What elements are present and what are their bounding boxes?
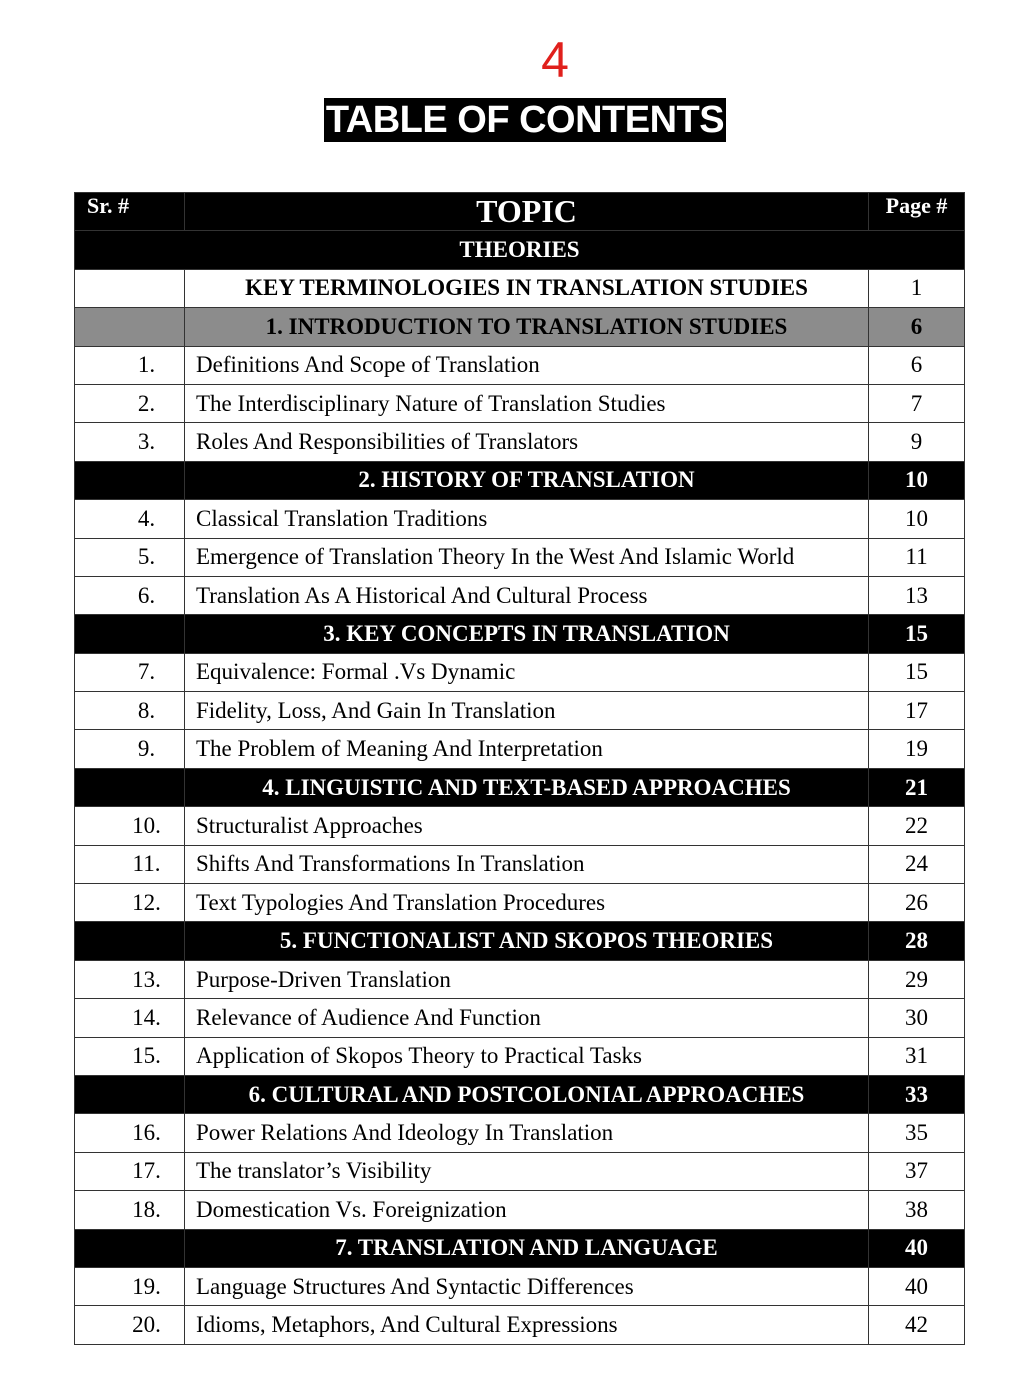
section-row: [75, 615, 965, 653]
row-topic: Emergence of Translation Theory In the West And Islamic World: [185, 538, 869, 576]
page-title: TABLE OF CONTENTS: [325, 99, 725, 141]
row-topic: Idioms, Metaphors, And Cultural Expressions: [185, 1306, 869, 1344]
toc-row: [75, 500, 965, 538]
row-page: 35: [869, 1114, 965, 1152]
section-page: 28: [869, 922, 965, 960]
row-page: 40: [869, 1267, 965, 1305]
row-sr: 3.: [75, 423, 185, 461]
row-sr: 1.: [75, 346, 185, 384]
row-sr: 10.: [75, 807, 185, 845]
section-row: [75, 768, 965, 806]
section-sr: [75, 461, 185, 499]
row-topic: Language Structures And Syntactic Differences: [185, 1267, 869, 1305]
row-sr: 11.: [75, 845, 185, 883]
section-title: 6. CULTURAL AND POSTCOLONIAL APPROACHES: [185, 1075, 869, 1113]
row-topic: Translation As A Historical And Cultural Process: [185, 576, 869, 614]
header-topic: TOPIC: [185, 193, 869, 231]
row-sr: 19.: [75, 1267, 185, 1305]
section-sr: [75, 768, 185, 806]
row-topic: Definitions And Scope of Translation: [185, 346, 869, 384]
section-title: 4. LINGUISTIC AND TEXT-BASED APPROACHES: [185, 768, 869, 806]
row-sr: 18.: [75, 1191, 185, 1229]
toc-row: [75, 960, 965, 998]
section-title: 2. HISTORY OF TRANSLATION: [185, 461, 869, 499]
section-title: 5. FUNCTIONALIST AND SKOPOS THEORIES: [185, 922, 869, 960]
section-row: [75, 308, 965, 346]
row-sr: 2.: [75, 384, 185, 422]
theories-row: [75, 231, 965, 269]
row-sr: 14.: [75, 999, 185, 1037]
row-page: 7: [869, 384, 965, 422]
row-sr: 7.: [75, 653, 185, 691]
section-sr: [75, 308, 185, 346]
section-page: 15: [869, 615, 965, 653]
row-page: 24: [869, 845, 965, 883]
section-title: 7. TRANSLATION AND LANGUAGE: [185, 1229, 869, 1267]
key-terms-row: [75, 269, 965, 307]
row-page: 15: [869, 653, 965, 691]
key-terms-sr: [75, 269, 185, 307]
toc-row: [75, 884, 965, 922]
row-topic: Roles And Responsibilities of Translators: [185, 423, 869, 461]
toc-row: [75, 346, 965, 384]
toc-row: [75, 423, 965, 461]
section-sr: [75, 1075, 185, 1113]
header-page: Page #: [869, 193, 965, 231]
row-sr: 9.: [75, 730, 185, 768]
row-page: 31: [869, 1037, 965, 1075]
section-row: [75, 922, 965, 960]
section-sr: [75, 615, 185, 653]
row-sr: 20.: [75, 1306, 185, 1344]
section-title: 1. INTRODUCTION TO TRANSLATION STUDIES: [185, 308, 869, 346]
row-sr: 4.: [75, 500, 185, 538]
row-topic: The Problem of Meaning And Interpretation: [185, 730, 869, 768]
header-row: [75, 193, 965, 231]
row-page: 19: [869, 730, 965, 768]
row-topic: Shifts And Transformations In Translation: [185, 845, 869, 883]
toc-row: [75, 538, 965, 576]
toc-row: [75, 1152, 965, 1190]
section-page: 40: [869, 1229, 965, 1267]
toc-row: [75, 845, 965, 883]
row-sr: 17.: [75, 1152, 185, 1190]
row-page: 29: [869, 960, 965, 998]
row-sr: 6.: [75, 576, 185, 614]
page-number: 4: [541, 32, 569, 88]
title-wrapper: [0, 98, 1031, 142]
toc-row: [75, 1037, 965, 1075]
row-page: 10: [869, 500, 965, 538]
row-topic: Domestication Vs. Foreignization: [185, 1191, 869, 1229]
row-sr: 5.: [75, 538, 185, 576]
toc-row: [75, 1114, 965, 1152]
row-page: 9: [869, 423, 965, 461]
row-page: 11: [869, 538, 965, 576]
section-sr: [75, 1229, 185, 1267]
section-row: [75, 1229, 965, 1267]
section-row: [75, 1075, 965, 1113]
row-sr: 13.: [75, 960, 185, 998]
row-sr: 15.: [75, 1037, 185, 1075]
toc-row: [75, 384, 965, 422]
row-topic: Purpose-Driven Translation: [185, 960, 869, 998]
row-topic: Classical Translation Traditions: [185, 500, 869, 538]
row-topic: Fidelity, Loss, And Gain In Translation: [185, 692, 869, 730]
row-page: 13: [869, 576, 965, 614]
row-page: 37: [869, 1152, 965, 1190]
row-topic: Structuralist Approaches: [185, 807, 869, 845]
toc-row: [75, 730, 965, 768]
section-page: 6: [869, 308, 965, 346]
toc-row: [75, 1191, 965, 1229]
row-page: 26: [869, 884, 965, 922]
toc-row: [75, 653, 965, 691]
toc-table: [74, 192, 965, 1345]
section-row: [75, 461, 965, 499]
header-sr: Sr. #: [75, 193, 185, 231]
row-page: 38: [869, 1191, 965, 1229]
row-topic: Text Typologies And Translation Procedures: [185, 884, 869, 922]
row-sr: 16.: [75, 1114, 185, 1152]
row-topic: Equivalence: Formal .Vs Dynamic: [185, 653, 869, 691]
toc-row: [75, 692, 965, 730]
key-terms-title: KEY TERMINOLOGIES IN TRANSLATION STUDIES: [185, 269, 869, 307]
toc-row: [75, 576, 965, 614]
section-page: 33: [869, 1075, 965, 1113]
row-topic: The translator’s Visibility: [185, 1152, 869, 1190]
section-page: 10: [869, 461, 965, 499]
section-page: 21: [869, 768, 965, 806]
section-sr: [75, 922, 185, 960]
row-sr: 8.: [75, 692, 185, 730]
section-title: 3. KEY CONCEPTS IN TRANSLATION: [185, 615, 869, 653]
toc-body: [75, 193, 965, 1345]
toc-row: [75, 807, 965, 845]
row-topic: Application of Skopos Theory to Practical Tasks: [185, 1037, 869, 1075]
toc-row: [75, 1306, 965, 1344]
row-page: 17: [869, 692, 965, 730]
theories-label: THEORIES: [75, 231, 965, 269]
row-topic: The Interdisciplinary Nature of Translation Studies: [185, 384, 869, 422]
row-page: 30: [869, 999, 965, 1037]
toc-row: [75, 1267, 965, 1305]
row-topic: Relevance of Audience And Function: [185, 999, 869, 1037]
row-page: 22: [869, 807, 965, 845]
row-topic: Power Relations And Ideology In Translation: [185, 1114, 869, 1152]
toc-row: [75, 999, 965, 1037]
row-page: 42: [869, 1306, 965, 1344]
row-sr: 12.: [75, 884, 185, 922]
row-page: 6: [869, 346, 965, 384]
key-terms-page: 1: [869, 269, 965, 307]
